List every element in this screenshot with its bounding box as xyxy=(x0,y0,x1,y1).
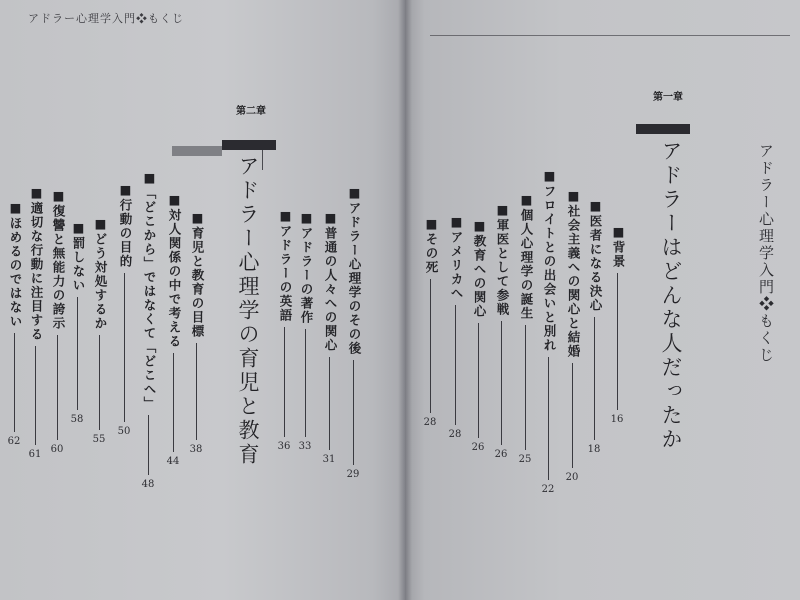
chapter-1-tail-page-number-1: 29 xyxy=(346,469,360,480)
chapter-1-page-number-3: 20 xyxy=(565,472,579,483)
chapter-2-leader-4 xyxy=(124,273,125,423)
chapter-2-title: アドラー心理学の育児と教育 xyxy=(236,155,260,467)
chapter-1-tail-item-4: ■アドラーの英語 xyxy=(278,208,293,323)
chapter-1-page-number-2: 18 xyxy=(587,444,601,455)
chapter-2-title-rule xyxy=(262,150,263,170)
chapter-2-item-7: ■復讐と無能力の誇示 xyxy=(51,188,66,331)
chapter-1-item-7: ■教育への関心 xyxy=(472,218,487,319)
chapter-2-item-8: ■適切な行動に注目する xyxy=(29,185,44,342)
chapter-1-item-5: ■個人心理学の誕生 xyxy=(519,192,534,321)
chapter-1-tail-leader-1 xyxy=(353,360,354,466)
chapter-1-item-4: ■フロイトとの出会いと別れ xyxy=(542,168,557,353)
chapter-1-page-number-5: 25 xyxy=(518,454,532,465)
chapter-1-leader-7 xyxy=(478,323,479,439)
chapter-2-bar xyxy=(222,140,276,150)
book-title: アドラー心理学入門❖もくじ xyxy=(757,143,775,364)
chapter-1-item-8: ■アメリカへ xyxy=(449,214,464,301)
chapter-1-item-2: ■医者になる決心 xyxy=(588,198,603,313)
chapter-1-item-6: ■軍医として参戦 xyxy=(495,202,510,317)
chapter-2-page-number-8: 61 xyxy=(28,449,42,460)
chapter-1-item-3: ■社会主義への関心と結婚 xyxy=(566,188,581,359)
chapter-2-leader-8 xyxy=(35,346,36,446)
chapter-1-page-number-4: 22 xyxy=(541,484,555,495)
chapter-1-tail-leader-2 xyxy=(329,357,330,451)
chapter-2-item-9: ■ほめるのではない xyxy=(8,200,23,329)
chapter-1-item-9: ■その死 xyxy=(424,216,439,275)
chapter-2-item-1: ■育児と教育の目標 xyxy=(190,210,205,339)
chapter-1-bar xyxy=(636,124,690,134)
chapter-1-leader-3 xyxy=(572,363,573,469)
chapter-2-page-number-1: 38 xyxy=(189,444,203,455)
chapter-2-leader-7 xyxy=(57,335,58,441)
chapter-2-leader-9 xyxy=(14,333,15,433)
chapter-1-tail-page-number-4: 36 xyxy=(277,441,291,452)
chapter-2-item-2: ■対人関係の中で考える xyxy=(167,192,182,349)
chapter-2-page-number-9: 62 xyxy=(7,436,21,447)
running-head: アドラー心理学入門❖もくじ xyxy=(28,12,184,25)
chapter-2-item-5: ■どう対処するか xyxy=(93,216,108,331)
chapter-1-item-1: ■背景 xyxy=(611,224,626,269)
chapter-1-leader-8 xyxy=(455,305,456,426)
chapter-1-tail-page-number-2: 31 xyxy=(322,454,336,465)
chapter-1-leader-1 xyxy=(617,273,618,411)
chapter-2-page-number-7: 60 xyxy=(50,444,64,455)
chapter-1-tail-item-2: ■普通の人々への関心 xyxy=(323,210,338,353)
chapter-2-page-number-2: 44 xyxy=(166,456,180,467)
chapter-2-item-6: ■罰しない xyxy=(71,220,86,293)
chapter-2-badge: 第二章 xyxy=(236,106,266,117)
chapter-2-leader-6 xyxy=(77,297,78,411)
chapter-2-leader-2 xyxy=(173,353,174,453)
chapter-1-leader-4 xyxy=(548,357,549,481)
chapter-1-leader-9 xyxy=(430,279,431,414)
chapter-2-item-4: ■行動の目的 xyxy=(118,182,133,269)
book-gutter xyxy=(398,0,412,600)
chapter-2-leader-3 xyxy=(148,415,149,476)
chapter-1-leader-6 xyxy=(501,321,502,446)
chapter-2-leader-1 xyxy=(196,343,197,441)
chapter-1-title: アドラーはどんな人だったか xyxy=(659,140,683,452)
chapter-1-page-number-7: 26 xyxy=(471,442,485,453)
chapter-2-item-3: ■「どこから」ではなくて「どこへ」 xyxy=(142,170,157,411)
chapter-1-leader-2 xyxy=(594,317,595,441)
chapter-1-page-number-9: 28 xyxy=(423,417,437,428)
chapter-1-badge: 第一章 xyxy=(653,92,683,103)
chapter-2-page-number-5: 55 xyxy=(92,434,106,445)
chapter-2-page-number-3: 48 xyxy=(141,479,155,490)
chapter-2-page-number-6: 58 xyxy=(70,414,84,425)
chapter-1-tail-item-1: ■アドラー心理学のその後 xyxy=(347,185,362,356)
chapter-1-leader-5 xyxy=(525,325,526,451)
chapter-1-page-number-8: 28 xyxy=(448,429,462,440)
chapter-2-page-number-4: 50 xyxy=(117,426,131,437)
chapter-1-tail-item-3: ■アドラーの著作 xyxy=(299,210,314,325)
chapter-1-page-number-1: 16 xyxy=(610,414,624,425)
chapter-2-bar-light xyxy=(172,146,222,156)
chapter-1-tail-leader-4 xyxy=(284,327,285,438)
top-rule xyxy=(430,35,790,36)
chapter-1-tail-leader-3 xyxy=(305,329,306,438)
chapter-2-leader-5 xyxy=(99,335,100,431)
chapter-1-tail-page-number-3: 33 xyxy=(298,441,312,452)
chapter-1-page-number-6: 26 xyxy=(494,449,508,460)
